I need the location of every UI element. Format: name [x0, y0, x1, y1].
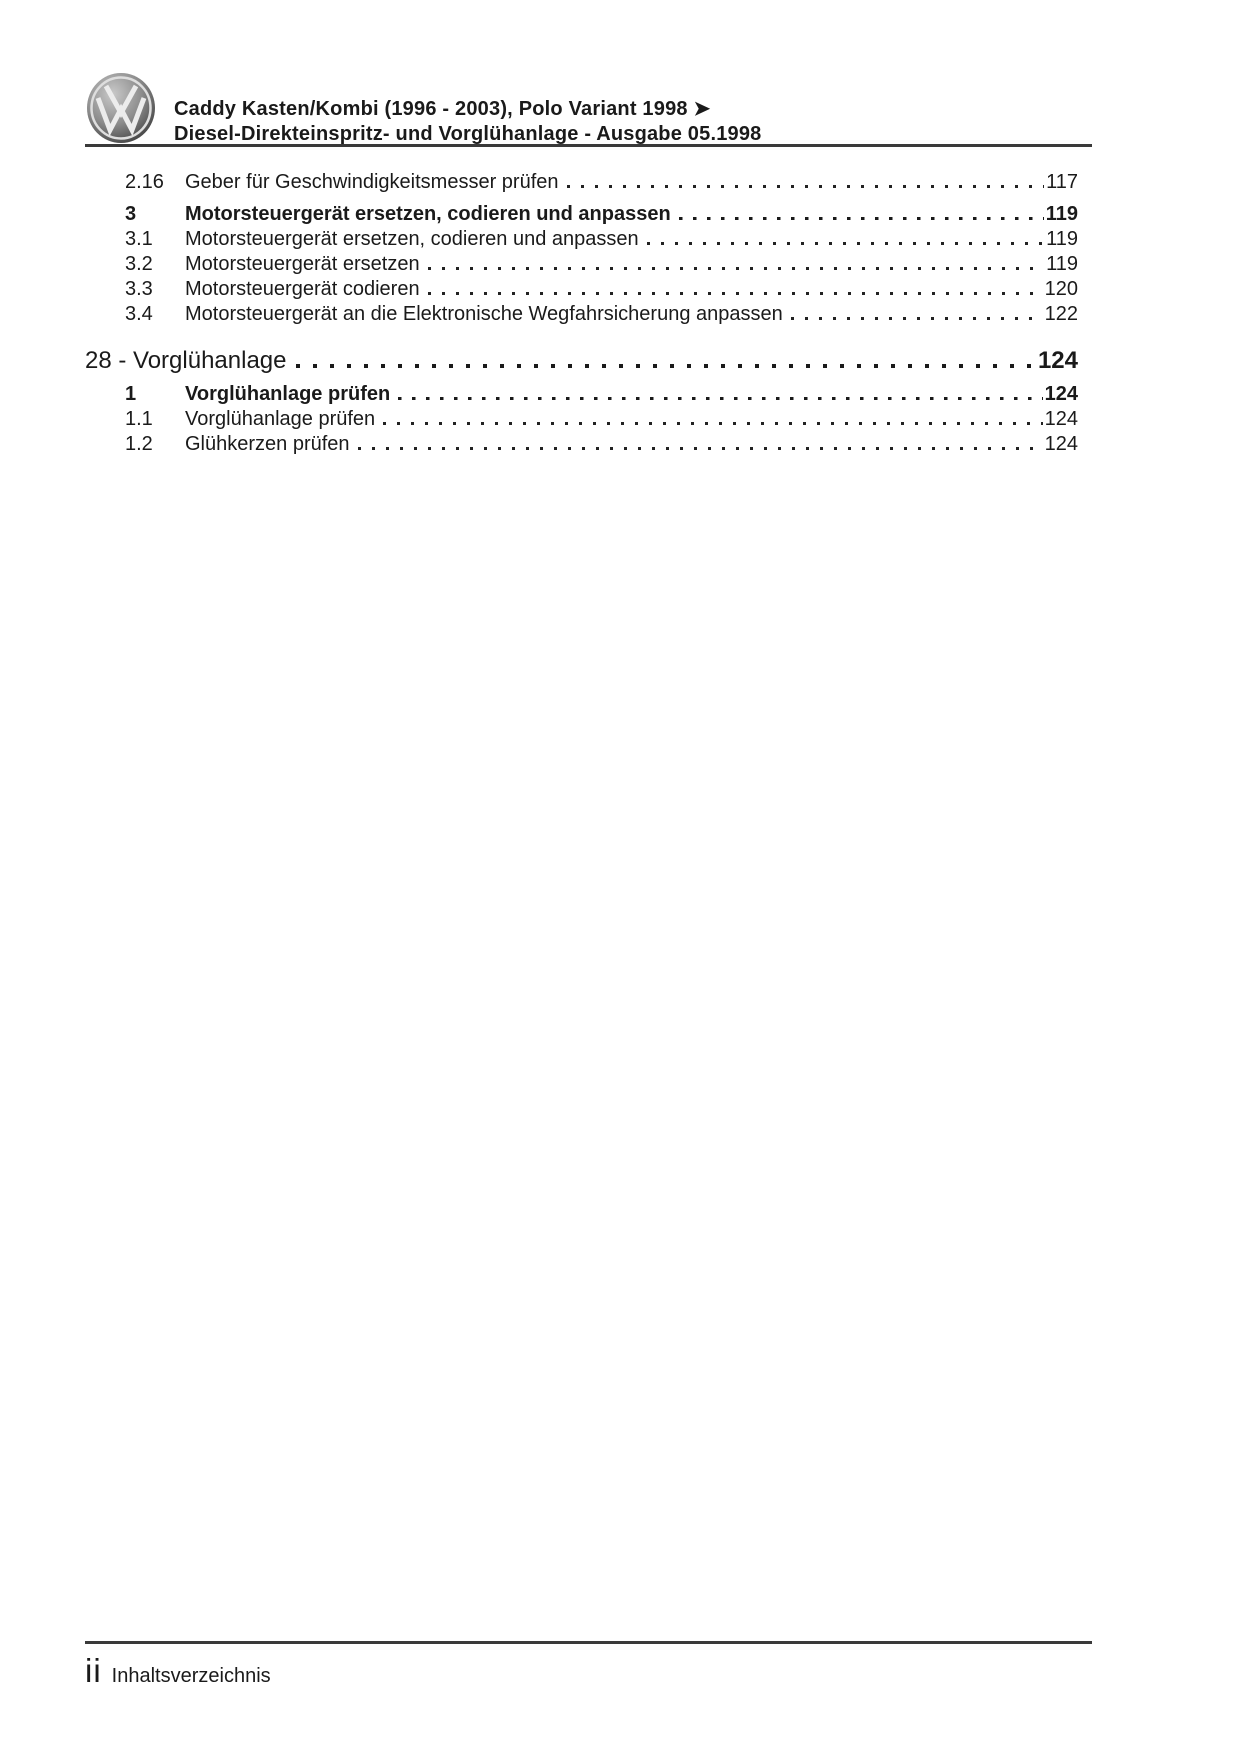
header-rule [85, 144, 1092, 147]
footer-label: Inhaltsverzeichnis [111, 1665, 271, 1687]
toc-entry-number: 3.3 [125, 278, 153, 300]
toc-chapter-heading [85, 346, 1078, 376]
page-header [85, 71, 1092, 147]
toc-chapter-page: 124 [1037, 347, 1078, 374]
toc-entry-title: Motorsteuergerät ersetzen, codieren und anpassen [185, 203, 671, 225]
leader-dots [398, 397, 1042, 401]
toc-entry-title: Geber für Geschwindigkeitsmesser prüfen [185, 171, 559, 193]
toc-entry-title: Motorsteuergerät ersetzen [185, 253, 420, 275]
toc-entry-page: 124 [1044, 383, 1078, 405]
toc-entry-number: 2.16 [125, 171, 164, 193]
footer-page-number: ii [85, 1652, 102, 1689]
toc-entry-title: Motorsteuergerät ersetzen, codieren und anpassen [185, 228, 639, 250]
vw-logo-icon [85, 71, 157, 145]
toc-entry [85, 252, 1078, 277]
toc-entry-page: 124 [1044, 408, 1078, 430]
toc-entry-number: 3 [125, 203, 137, 225]
toc-entry [85, 170, 1078, 195]
page-footer [85, 1641, 1092, 1689]
toc-entry-page: 124 [1044, 433, 1078, 455]
toc-entry-title: Motorsteuergerät codieren [185, 278, 420, 300]
toc-chapter-label: 28 - Vorglühanlage [85, 347, 287, 374]
toc-entry-page: 119 [1045, 203, 1078, 225]
leader-dots [383, 422, 1042, 425]
leader-dots [296, 364, 1036, 368]
toc-entry-page: 119 [1046, 253, 1078, 275]
toc-entry-page: 122 [1044, 303, 1078, 325]
toc-entry-title: Glühkerzen prüfen [185, 433, 350, 455]
toc-entry-page: 120 [1044, 278, 1078, 300]
toc-entry-page: 119 [1046, 228, 1078, 250]
toc-entry-number: 1.1 [125, 408, 153, 430]
toc-entry-number: 1.2 [125, 433, 153, 455]
toc-entry [85, 277, 1078, 302]
toc-entry-number: 3.4 [125, 303, 153, 325]
toc-entry [85, 382, 1078, 407]
toc-entry-title: Vorglühanlage prüfen [185, 383, 391, 405]
toc-entry [85, 227, 1078, 252]
toc-entry-number: 3.1 [125, 228, 153, 250]
leader-dots [358, 447, 1043, 450]
toc-entry [85, 407, 1078, 432]
toc-entry-number: 3.2 [125, 253, 153, 275]
toc-entry-title: Vorglühanlage prüfen [185, 408, 376, 430]
leader-dots [428, 292, 1043, 295]
toc-entry-title: Motorsteuergerät an die Elektronische Wegfahrsicherung anpassen [185, 303, 783, 325]
toc-entry [85, 202, 1078, 227]
toc-entry [85, 432, 1078, 457]
toc-entry [85, 302, 1078, 327]
header-title-line2: Diesel-Direkteinspritz- und Vorglühanlage - Ausgabe 05.1998 [174, 123, 762, 145]
table-of-contents [85, 170, 1078, 457]
footer-row [85, 1653, 1092, 1689]
toc-entry-page: 117 [1046, 171, 1078, 193]
leader-dots [791, 317, 1043, 320]
leader-dots [647, 242, 1044, 245]
leader-dots [428, 267, 1045, 270]
header-title-block [174, 97, 762, 147]
leader-dots [679, 217, 1044, 221]
leader-dots [567, 185, 1045, 188]
toc-entry-number: 1 [125, 383, 137, 405]
header-title-line1: Caddy Kasten/Kombi (1996 - 2003), Polo Variant 1998 ➤ [174, 98, 711, 120]
